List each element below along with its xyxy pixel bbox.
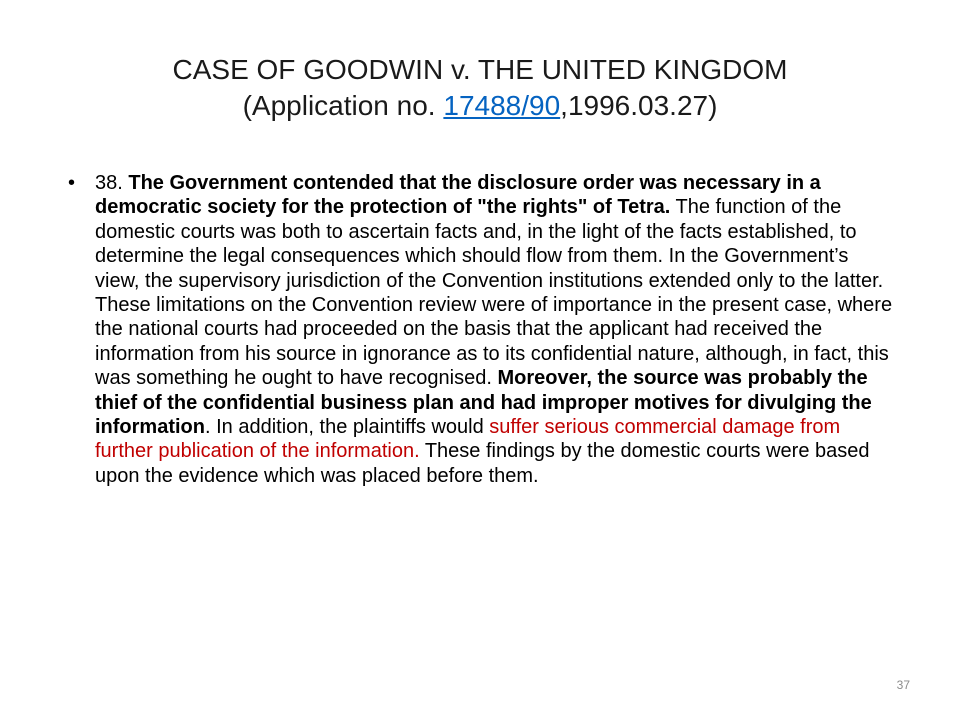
source-motives-bold: Moreover, the source was probably the thief of the confidential business plan and had improper motives for divulging the information: [95, 367, 872, 439]
page-number: 37: [896, 678, 910, 692]
commercial-damage-red: suffer serious commercial damage from further publication of the information.: [95, 416, 841, 463]
title-line-2-prefix: (Application no.: [242, 90, 444, 121]
paragraph-number: 38.: [95, 172, 129, 194]
title-line-2-suffix: ,1996.03.27): [560, 90, 718, 121]
slide-title: [60, 52, 900, 124]
paragraph-text-2: . In addition, the plaintiffs would: [205, 416, 490, 439]
application-number-link[interactable]: 17488/90: [443, 90, 561, 121]
bullet-icon: •: [68, 172, 76, 194]
paragraph-text-1: The function of the domestic courts was both to ascertain facts and, in the light of the facts established, to determine the legal consequences which should flow from them. In the Government’s view, the supervisory jurisdiction of the Convention institutions extended only to the latter. These limitations on the Convention review were of importance in the present case, where the national courts had proceeded on the basis that the applicant had received the information from his source in ignorance as to its confidential nature, although, in fact, this was something he ought to have recognised.: [95, 196, 893, 390]
title-line-2: [60, 88, 900, 124]
paragraph-38: [95, 171, 895, 488]
government-contention-bold: The Government contended that the disclosure order was necessary in a democratic society for the protection of "the rights" of Tetra.: [95, 172, 821, 219]
paragraph-text-3: These findings by the domestic courts were based upon the evidence which was placed before them.: [95, 440, 870, 487]
title-line-1: CASE OF GOODWIN v. THE UNITED KINGDOM: [172, 54, 788, 85]
